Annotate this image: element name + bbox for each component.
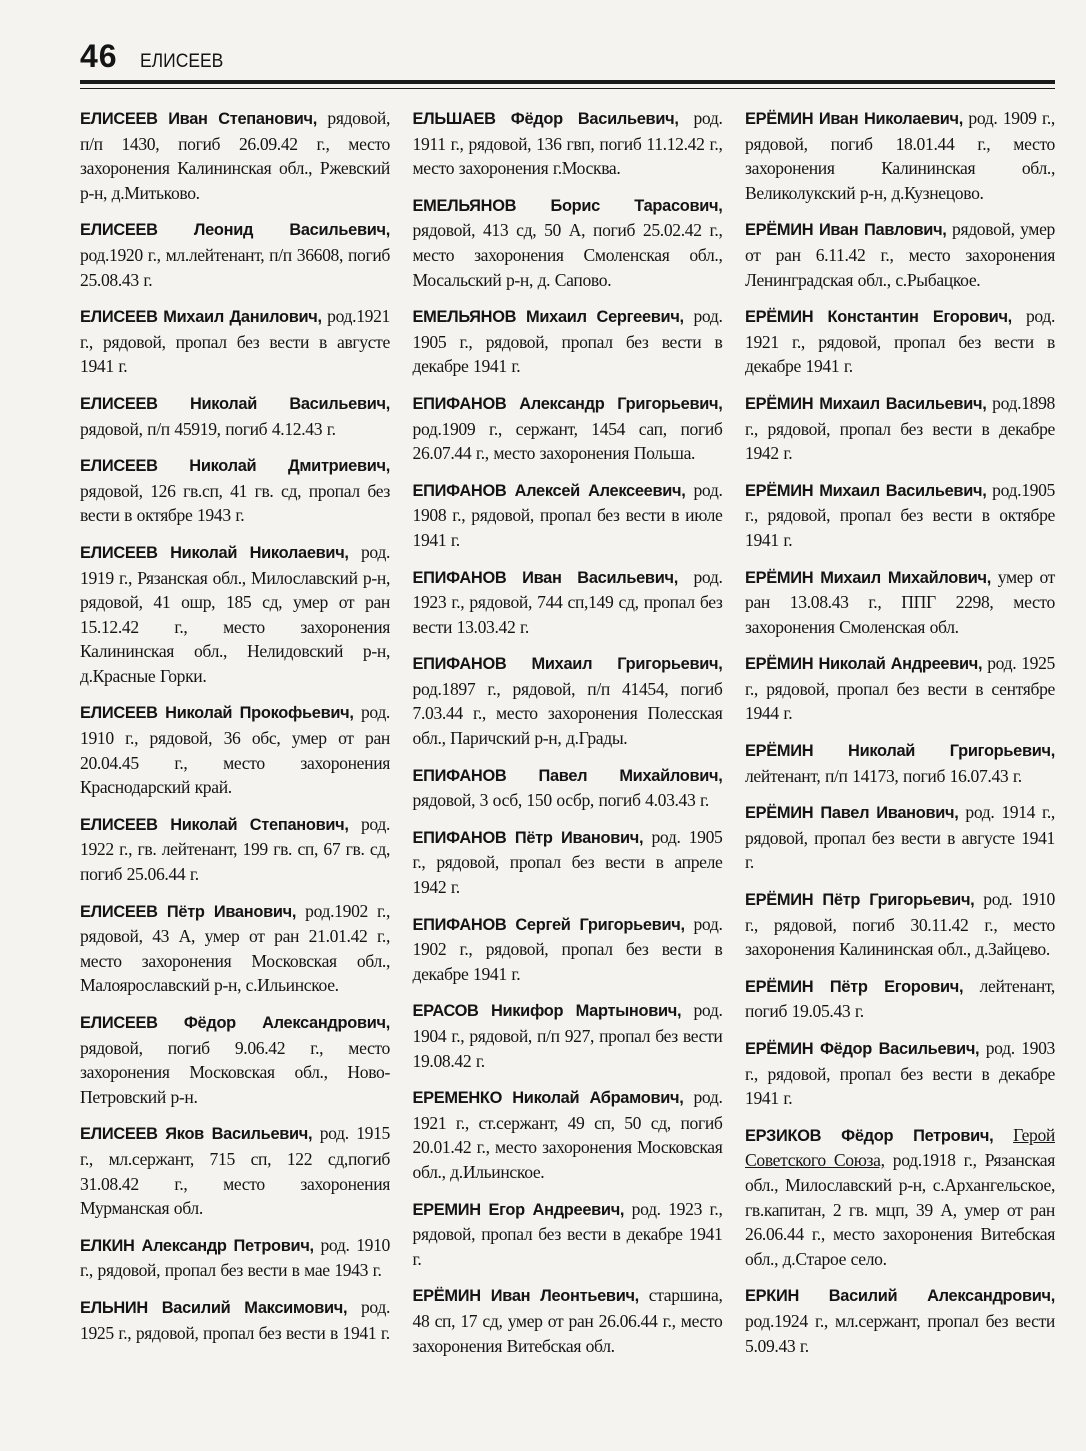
memorial-entry — [80, 106, 390, 205]
entry-details: род.1905 г., рядовой, пропал без вести в октябре 1941 г. — [745, 479, 1055, 550]
memorial-entry — [413, 391, 723, 466]
memorial-entry — [80, 812, 390, 887]
entry-details: род. 1921 г., рядовой, пропал без вести в декабре 1941 г. — [745, 306, 1055, 377]
entry-details: род. 1905 г., рядовой, пропал без вести в декабре 1941 г. — [412, 306, 723, 377]
entry-details: рядовой, 126 гв.сп, 41 гв. сд, пропал без вести в октябре 1943 г. — [80, 480, 390, 526]
entry-details: род. 1911 г., рядовой, 136 гвп, погиб 11.12.42 г., место захоронения г.Москва. — [412, 108, 723, 179]
entry-details: род. 1908 г., рядовой, пропал без вести в июле 1941 г. — [412, 479, 723, 550]
entry-details: род. 1925 г., рядовой, пропал без вести в 1941 г. — [80, 1296, 390, 1343]
memorial-entry — [80, 700, 390, 799]
entry-name: ЕРЁМИН Иван Николаевич, — [745, 110, 964, 128]
entry-name: ЕПИФАНОВ Иван Васильевич, — [412, 568, 678, 587]
entry-details: род.1920 г., мл.лейтенант, п/п 36608, погиб 25.08.43 г. — [80, 244, 390, 290]
memorial-entry — [413, 106, 723, 181]
entry-details: род. 1919 г., Рязанская обл., Милославский р-н, рядовой, 41 ошр, 185 сд, умер от ран 15.12.42 г., место захоронения Калининская обл., Нелидовский р-н, д.Красные Горки. — [80, 541, 390, 686]
memorial-entry — [413, 998, 723, 1073]
memorial-entry — [413, 1085, 723, 1184]
entry-details: род.1918 г., Рязанская обл., Милославский р-н, с.Архангельское, гв.капитан, 2 гв. мцп, 39 А, умер от ран 26.06.44 г., место захоронения Витебская обл., д.Старое село. — [745, 1150, 1055, 1269]
entry-details: рядовой, 413 сд, 50 А, погиб 25.02.42 г., место захоронения Смоленская обл., Мосальский р-н, д. Сапово. — [412, 220, 723, 290]
header-rule-thick — [80, 80, 1055, 84]
entry-details: род. 1914 г., рядовой, пропал без вести в августе 1941 г. — [745, 802, 1055, 873]
entry-details: род. 1923 г., рядовой, 744 сп,149 сд, пропал без вести 13.03.42 г. — [412, 566, 723, 637]
column-2 — [413, 106, 723, 1370]
entry-name: ЕЛИСЕЕВ Николай Васильевич, — [80, 394, 390, 413]
memorial-entry — [745, 800, 1055, 875]
memorial-entry — [745, 887, 1055, 962]
entry-details: лейтенант, погиб 19.05.43 г. — [745, 975, 1055, 1022]
column-1 — [80, 106, 390, 1370]
memorial-entry — [413, 651, 723, 750]
entry-name: ЕПИФАНОВ Алексей Алексеевич, — [412, 481, 686, 500]
entry-name: ЕРЁМИН Пётр Григорьевич, — [745, 891, 975, 910]
entry-name: ЕРЗИКОВ Фёдор Петрович, — [745, 1126, 994, 1145]
memorial-entry — [413, 304, 723, 379]
entry-name: ЕРАСОВ Никифор Мартынович, — [412, 1002, 682, 1021]
entry-name: ЕЛЬШАЕВ Фёдор Васильевич, — [412, 110, 679, 128]
entry-details: род. 1910 г., рядовой, 36 обс, умер от ран 20.04.45 г., место захоронения Краснодарский край. — [80, 702, 390, 798]
entry-details: род.1897 г., рядовой, п/п 41454, погиб 7.03.44 г., место захоронения Полесская обл., Паричский р-н, д.Грады. — [412, 678, 723, 749]
entry-name: ЕЛИСЕЕВ Яков Васильевич, — [80, 1125, 313, 1144]
memorial-entry — [80, 304, 390, 379]
entry-name: ЕРЁМИН Николай Григорьевич, — [745, 742, 1055, 761]
entry-details: род.1898 г., рядовой, пропал без вести в декабре 1942 г. — [745, 392, 1055, 464]
memorial-entry — [413, 193, 723, 292]
entry-name: ЕРЁМИН Павел Иванович, — [745, 804, 959, 823]
entry-name: ЕЛИСЕЕВ Пётр Иванович, — [80, 902, 297, 921]
entry-name: ЕЛИСЕЕВ Иван Степанович, — [80, 110, 318, 128]
running-title: ЕЛИСЕЕВ — [139, 51, 223, 72]
entry-name: ЕЛИСЕЕВ Фёдор Александрович, — [80, 1014, 390, 1032]
memorial-entry — [80, 1295, 390, 1345]
column-3 — [745, 106, 1055, 1370]
memorial-entry — [80, 217, 390, 292]
entry-details: рядовой, п/п 1430, погиб 26.09.42 г., место захоронения Калининская обл., Ржевский р-н, д.Митьково. — [80, 108, 391, 203]
entry-name: ЕРЁМИН Иван Павлович, — [745, 221, 947, 240]
entry-name: ЕЛИСЕЕВ Николай Степанович, — [80, 815, 349, 834]
page-header — [80, 38, 230, 75]
memorial-entry — [745, 1036, 1055, 1111]
entry-details: род. 1925 г., рядовой, пропал без вести в сентябре 1944 г. — [745, 653, 1055, 724]
memorial-entry — [413, 1283, 723, 1358]
entry-details: род. 1921 г., ст.сержант, 49 сп, 50 сд, погиб 20.01.42 г., место захоронения Московская обл., д.Ильинское. — [412, 1087, 723, 1182]
memorial-entry — [413, 565, 723, 640]
entry-details: род.1909 г., сержант, 1454 сап, погиб 26.07.44 г., место захоронения Польша. — [412, 418, 723, 464]
memorial-entry — [745, 304, 1055, 379]
entry-details: рядовой, 3 осб, 150 осбр, погиб 4.03.43 г. — [412, 790, 709, 811]
entry-name: ЕРЁМИН Фёдор Васильевич, — [745, 1040, 980, 1058]
entry-name: ЕЛЬНИН Василий Максимович, — [80, 1298, 348, 1317]
memorial-entry — [80, 453, 390, 528]
entry-details: лейтенант, п/п 14173, погиб 16.07.43 г. — [745, 765, 1022, 786]
entry-details: род. 1910 г., рядовой, пропал без вести в мае 1943 г. — [80, 1234, 391, 1281]
entry-details: род.1902 г., рядовой, 43 А, умер от ран 21.01.42 г., место захоронения Московская обл., Малоярославский р-н, с.Ильинское. — [80, 900, 390, 996]
entry-details: род. 1903 г., рядовой, пропал без вести в декабре 1941 г. — [745, 1038, 1055, 1109]
memorial-entry — [745, 1283, 1055, 1358]
entry-name: ЕЛИСЕЕВ Михаил Данилович, — [80, 308, 322, 327]
memorial-entry — [745, 478, 1055, 553]
memorial-entry — [413, 825, 723, 900]
memorial-entry — [745, 391, 1055, 466]
entry-name: ЕПИФАНОВ Пётр Иванович, — [412, 828, 644, 847]
memorial-entry — [80, 1010, 390, 1109]
entry-name: ЕРЕМЕНКО Николай Абрамович, — [412, 1089, 684, 1108]
memorial-entry — [80, 1121, 390, 1220]
memorial-entry — [745, 106, 1055, 205]
memorial-entry — [413, 478, 723, 553]
entry-details: род.1924 г., мл.сержант, пропал без вести 5.09.43 г. — [745, 1310, 1055, 1356]
entry-name: ЕРЁМИН Михаил Васильевич, — [745, 481, 987, 500]
entry-name: ЕРЁМИН Михаил Васильевич, — [745, 394, 987, 413]
memorial-entry — [80, 899, 390, 998]
entry-name: ЕЛИСЕЕВ Леонид Васильевич, — [80, 221, 390, 240]
entry-details: умер от ран 13.08.43 г., ППГ 2298, место захоронения Смоленская обл. — [745, 566, 1055, 637]
memorial-entry — [80, 391, 390, 441]
memorial-entry — [80, 1233, 390, 1283]
entry-name: ЕРЕМИН Егор Андреевич, — [412, 1200, 625, 1219]
entry-name: ЕЛИСЕЕВ Николай Николаевич, — [80, 543, 349, 562]
entry-details: род. 1922 г., гв. лейтенант, 199 гв. сп, 67 гв. сд, погиб 25.06.44 г. — [80, 813, 390, 885]
header-rule-thin — [80, 88, 1055, 89]
memorial-entry — [745, 651, 1055, 726]
entry-details: род. 1909 г., рядовой, погиб 18.01.44 г., место захоронения Калининская обл., Великолукский р-н, д.Кузнецово. — [745, 108, 1055, 203]
hero-title: Герой Советского Союза, — [745, 1124, 1055, 1171]
entry-details: род. 1904 г., рядовой, п/п 927, пропал без вести 19.08.42 г. — [412, 1000, 723, 1071]
entry-details: род. 1902 г., рядовой, пропал без вести в декабре 1941 г. — [412, 913, 723, 984]
text-columns — [80, 106, 1055, 1370]
entry-details: род. 1905 г., рядовой, пропал без вести в апреле 1942 г. — [412, 826, 723, 898]
entry-name: ЕПИФАНОВ Александр Григорьевич, — [412, 394, 723, 413]
memorial-entry — [413, 763, 723, 813]
entry-name: ЕРЁМИН Пётр Егорович, — [745, 977, 964, 996]
entry-name: ЕРЁМИН Михаил Михайлович, — [745, 568, 992, 587]
entry-name: ЕЛИСЕЕВ Николай Дмитриевич, — [80, 457, 390, 476]
memorial-entry — [745, 738, 1055, 788]
memorial-entry — [80, 540, 390, 689]
entry-name: ЕРКИН Василий Александрович, — [745, 1287, 1055, 1306]
entry-details: старшина, 48 сп, 17 сд, умер от ран 26.06.44 г., место захоронения Витебская обл. — [412, 1285, 723, 1356]
memorial-entry — [745, 217, 1055, 292]
entry-name: ЕРЁМИН Иван Леонтьевич, — [412, 1287, 639, 1306]
entry-name: ЕРЁМИН Константин Егорович, — [745, 308, 1012, 327]
memorial-entry — [745, 1123, 1055, 1272]
entry-name: ЕЛКИН Александр Петрович, — [80, 1236, 314, 1255]
entry-name: ЕМЕЛЬЯНОВ Борис Тарасович, — [412, 196, 723, 215]
entry-name: ЕМЕЛЬЯНОВ Михаил Сергеевич, — [412, 308, 684, 327]
entry-name: ЕРЁМИН Николай Андреевич, — [745, 655, 983, 674]
entry-name: ЕПИФАНОВ Михаил Григорьевич, — [412, 655, 723, 674]
entry-name: ЕЛИСЕЕВ Николай Прокофьевич, — [80, 704, 354, 723]
entry-details: рядовой, п/п 45919, погиб 4.12.43 г. — [80, 418, 336, 439]
entry-details: рядовой, погиб 9.06.42 г., место захоронения Московская обл., Ново-Петровский р-н. — [80, 1037, 390, 1107]
memorial-entry — [413, 912, 723, 987]
memorial-entry — [745, 565, 1055, 640]
entry-name: ЕПИФАНОВ Павел Михайлович, — [412, 766, 723, 785]
memorial-entry — [745, 974, 1055, 1024]
entry-details: род.1921 г., рядовой, пропал без вести в августе 1941 г. — [80, 306, 390, 377]
entry-details: род. 1923 г., рядовой, пропал без вести в декабре 1941 г. — [412, 1198, 723, 1269]
page-number: 46 — [80, 38, 118, 74]
entry-details: род. 1915 г., мл.сержант, 715 сп, 122 сд,погиб 31.08.42 г., место захоронения Мурманская обл. — [80, 1123, 390, 1219]
entry-details: рядовой, умер от ран 6.11.42 г., место захоронения Ленинградская обл., с.Рыбацкое. — [745, 219, 1055, 290]
entry-name: ЕПИФАНОВ Сергей Григорьевич, — [412, 915, 685, 934]
memorial-entry — [413, 1197, 723, 1272]
entry-details: род. 1910 г., рядовой, погиб 30.11.42 г., место захоронения Калининская обл., д.Зайцево. — [745, 889, 1056, 960]
